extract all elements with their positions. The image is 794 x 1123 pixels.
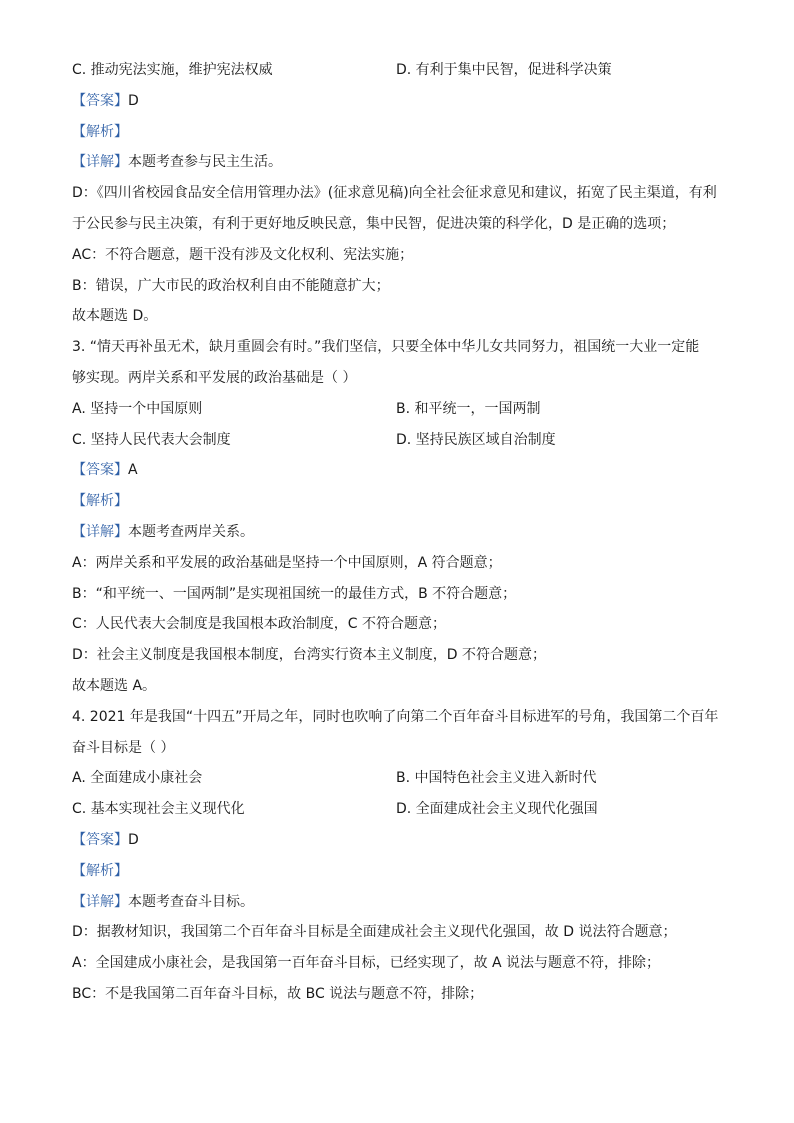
analysis-tag: 【解析】: [72, 123, 128, 140]
q3-stem-line: 够实现。两岸关系和平发展的政治基础是（ ）: [72, 369, 357, 386]
detail-tag: 【详解】: [72, 523, 128, 540]
q3-answer: [72, 460, 724, 480]
q4-explain-line: BC：不是我国第二百年奋斗目标，故 BC 说法与题意不符，排除；: [72, 985, 484, 1002]
q4-explain-line: A：全国建成小康社会，是我国第一百年奋斗目标，已经实现了，故 A 说法与题意不符，排除；: [72, 955, 661, 972]
document-page: [72, 60, 724, 1015]
answer-value: D: [128, 92, 139, 109]
q4-detail: [72, 892, 724, 912]
detail-tag: 【详解】: [72, 893, 128, 910]
q3-option-d: D. 坚持民族区域自治制度: [396, 431, 556, 448]
q3-explain-line: D：社会主义制度是我国根本制度，台湾实行资本主义制度，D 不符合题意；: [72, 647, 547, 664]
q4-stem-line: 4. 2021 年是我国“十四五”开局之年，同时也吹响了向第二个百年奋斗目标进军的号角，我国第二个百年: [72, 708, 719, 725]
answer-tag: 【答案】: [72, 462, 128, 479]
q2-analysis: [72, 122, 724, 142]
answer-value: D: [128, 831, 139, 848]
q4-stem-line: 奋斗目标是（ ）: [72, 739, 175, 756]
q3-analysis: [72, 491, 724, 511]
detail-intro: 本题考查奋斗目标。: [128, 893, 254, 910]
q4-options-cd: [72, 799, 724, 819]
detail-intro: 本题考查两岸关系。: [128, 523, 254, 540]
q3-explain-line: 故本题选 A。: [72, 677, 157, 694]
analysis-tag: 【解析】: [72, 493, 128, 510]
q3-explain-line: A：两岸关系和平发展的政治基础是坚持一个中国原则，A 符合题意；: [72, 554, 502, 571]
q2-explain-line: 于公民参与民主决策，有利于更好地反映民意，集中民智，促进决策的科学化，D 是正确的选项；: [72, 215, 676, 232]
q2-options-cd: [72, 60, 724, 80]
q2-explain-line: D：《四川省校园食品安全信用管理办法》(征求意见稿)向全社会征求意见和建议，拓宽了民主渠道，有利: [72, 185, 717, 202]
q4-option-c: C. 基本实现社会主义现代化: [72, 801, 245, 818]
q3-option-a: A. 坚持一个中国原则: [72, 400, 203, 417]
q3-explain-line: C：人民代表大会制度是我国根本政治制度，C 不符合题意；: [72, 616, 446, 633]
q3-detail: [72, 522, 724, 542]
q2-answer: [72, 91, 724, 111]
q4-option-a: A. 全面建成小康社会: [72, 770, 203, 787]
detail-tag: 【详解】: [72, 154, 128, 171]
q4-option-b: B. 中国特色社会主义进入新时代: [396, 770, 597, 787]
q2-detail: [72, 152, 724, 172]
q2-explain-line: AC：不符合题意，题干没有涉及文化权利、宪法实施；: [72, 246, 414, 263]
q4-explain-line: D：据教材知识，我国第二个百年奋斗目标是全面建成社会主义现代化强国，故 D 说法符合题意；: [72, 924, 677, 941]
q2-option-d: D. 有利于集中民智，促进科学决策: [396, 62, 612, 78]
q4-options-ab: [72, 768, 724, 788]
q3-option-b: B. 和平统一，一国两制: [396, 400, 541, 417]
q3-stem-line: 3. “情天再补虽无术，缺月重圆会有时。”我们坚信，只要全体中华儿女共同努力，祖国统一大业一定能: [72, 339, 700, 356]
detail-intro: 本题考查参与民主生活。: [128, 154, 282, 171]
answer-tag: 【答案】: [72, 831, 128, 848]
q3-options-cd: [72, 430, 724, 450]
q2-explain-line: 故本题选 D。: [72, 308, 158, 325]
q2-option-c: C. 推动宪法实施，维护宪法权威: [72, 62, 273, 78]
answer-tag: 【答案】: [72, 92, 128, 109]
q4-option-d: D. 全面建成社会主义现代化强国: [396, 801, 598, 818]
q2-explain-line: B：错误，广大市民的政治权利自由不能随意扩大；: [72, 277, 390, 294]
q4-analysis: [72, 861, 724, 881]
q3-options-ab: [72, 399, 724, 419]
q3-option-c: C. 坚持人民代表大会制度: [72, 431, 231, 448]
q4-answer: [72, 830, 724, 850]
q3-explain-line: B：“和平统一、一国两制”是实现祖国统一的最佳方式，B 不符合题意；: [72, 585, 517, 602]
analysis-tag: 【解析】: [72, 862, 128, 879]
answer-value: A: [128, 462, 138, 479]
